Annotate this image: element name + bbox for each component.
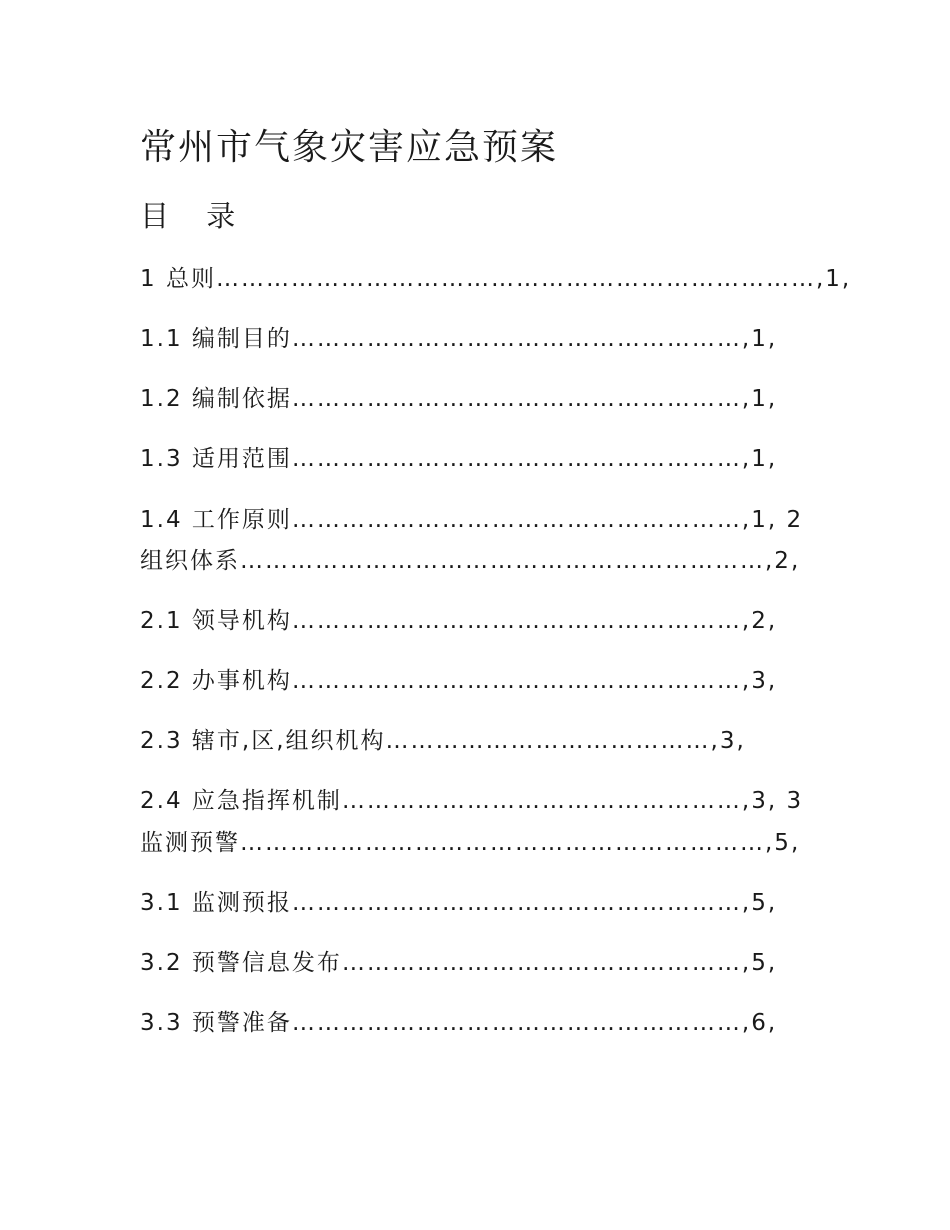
toc-entry-1-1: 1.1 编制目的………………………………………………,1,: [140, 326, 778, 352]
toc-entry-3-2: 3.2 预警信息发布…………………………………………,5,: [140, 950, 778, 976]
toc-entry-2-2: 2.2 办事机构………………………………………………,3,: [140, 668, 778, 694]
toc-entry-3: 监测预警………………………………………………………,5,: [140, 830, 801, 856]
toc-entry-2-3: 2.3 辖市,区,组织机构…………………………………,3,: [140, 728, 746, 754]
toc-entry-2-1: 2.1 领导机构………………………………………………,2,: [140, 608, 778, 634]
document-title: 常州市气象灾害应急预案: [140, 127, 559, 168]
toc-entry-1-2: 1.2 编制依据………………………………………………,1,: [140, 386, 778, 412]
toc-entry-1-3: 1.3 适用范围………………………………………………,1,: [140, 446, 778, 472]
toc-entry-2: 组织体系………………………………………………………,2,: [140, 548, 801, 574]
toc-entry-2-4: 2.4 应急指挥机制…………………………………………,3, 3: [140, 788, 804, 814]
toc-heading: 目 录: [140, 199, 250, 233]
toc-entry-1-4: 1.4 工作原则………………………………………………,1, 2: [140, 507, 804, 533]
toc-entry-3-3: 3.3 预警准备………………………………………………,6,: [140, 1010, 778, 1036]
toc-entry-1: 1 总则………………………………………………………………,1,: [140, 266, 852, 292]
toc-entry-3-1: 3.1 监测预报………………………………………………,5,: [140, 890, 778, 916]
